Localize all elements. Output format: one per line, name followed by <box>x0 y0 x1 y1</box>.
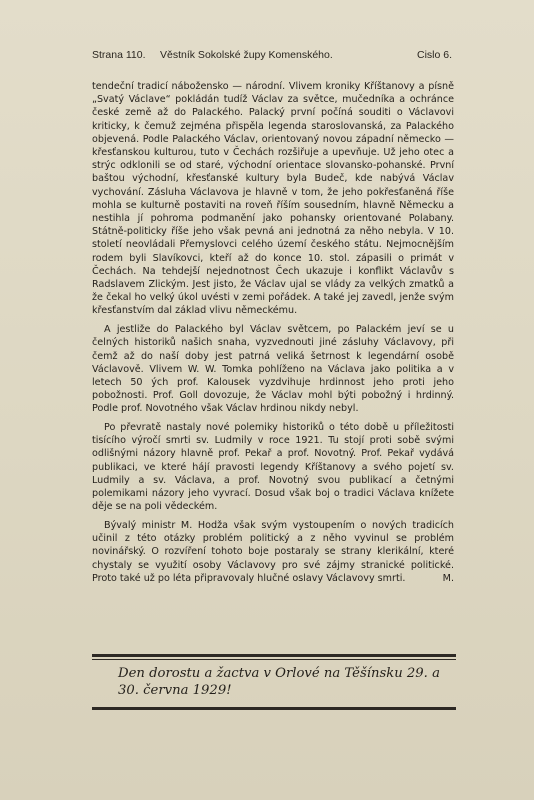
paragraph-4 <box>92 519 454 585</box>
paragraph-4-text: Bývalý ministr M. Hodža však svým vystoupením o nových tradicích učinil z této otázky problém politický a z něho vyvinul se problém novinářský. O rozvíření tohoto boje postaraly se strany klerikální, které chystaly se využití osoby Václavovy pro své zájmy stranické politické. Proto také už po léta připravovaly hlučné oslavy Václavovy smrti. <box>92 520 454 584</box>
paragraph-1: tendeční tradicí nábožensko — národní. Vlivem kroniky Kříštanovy a písně „Svatý Václave“ pokládán tudíž Václav za světce, mučedníka a ochránce české země až do Palackého. Palacký první počíná souditi o Václavovi kriticky, k čemuž zejména přispěla legenda staroslovanská, za Palackého objevená. Podle Palackého Václav, orientovaný novou západní německo — křesťanskou kulturou, tuto v Čechách rozšiřuje a upevňuje. Už jeho otec a strýc odklonili se od staré, východní orientace slovansko-pohanské. První baštou východní, křesťanské kultury byla Budeč, kde nabývá Václav vychování. Zásluha Václavova je hlavně v tom, že jeho pokřesťaněná říše mohla se kulturně postaviti na roveň říším sousedním, hlavně Německu a nestihla jí pohroma podmanění jako pohansky orientované Polabany. Státně-politicky říše jeho však pevná ani jednotná za něho nebyla. V 10. století neovládali Přemyslovci celého území českého státu. Nejmocnějším rodem byli Slavíkovci, kteří až do konce 10. stol. zápasili o primát v Čechách. Na tehdejší nejednotnost Čech ukazuje i konflikt Václavův s Radslavem Zlickým. Jest jisto, že Václav ujal se vlády za velkých zmatků a že čekal ho velký úkol uvésti v zemi pořádek. A také jej zavedl, jenže svým křesťanstvím dal základ vlivu německému. <box>92 81 454 317</box>
issue-number: Cislo 6. <box>416 49 452 61</box>
page-number: Strana 110. <box>92 49 146 61</box>
notice-top-thin-rule <box>92 659 456 660</box>
page-header <box>92 49 452 65</box>
author-signature: M. <box>442 572 454 584</box>
paragraph-2: A jestliže do Palackého byl Václav světcem, po Palackém jeví se u čelných historiků našich snaha, vyzvednouti jiné zásluhy Václavovy, při čemž až do naší doby jest patrná veliká šetrnost k legendární osobě Václavově. Vlivem W. W. Tomka pohlíženo na Václava jako politika a v letech 50 ých prof. Kalousek vyzdvihuje hrdinnost jeho proti jeho pobožnosti. Prof. Goll dovozuje, že Václav mohl býti pobožný i hrdinný. Podle prof. Novotného však Václav hrdinou nikdy nebyl. <box>92 324 454 415</box>
notice-top-rule <box>92 654 456 657</box>
notice-bottom-rule <box>92 707 456 710</box>
event-notice: Den dorostu a žactva v Orlové na Těšínsku 29. a 30. června 1929! <box>118 666 440 698</box>
paragraph-3: Po převratě nastaly nové polemiky historiků o této době u příležitosti tisícího výročí smrti sv. Ludmily v roce 1921. Tu stojí proti sobě svými odlišnými názory hlavně prof. Pekař a prof. Novotný. Prof. Pekař vydává publikaci, ve které hájí pravosti legendy Kříštanovy a svého pojetí sv. Ludmily a sv. Václava, a prof. Novotný svou publikací a četnými polemikami názory jeho vyvrací. Dosud však boj o tradici Václava knížete děje se na poli vědeckém. <box>92 422 454 513</box>
article-body <box>92 80 454 585</box>
journal-title: Věstník Sokolské župy Komenského. <box>160 49 333 61</box>
